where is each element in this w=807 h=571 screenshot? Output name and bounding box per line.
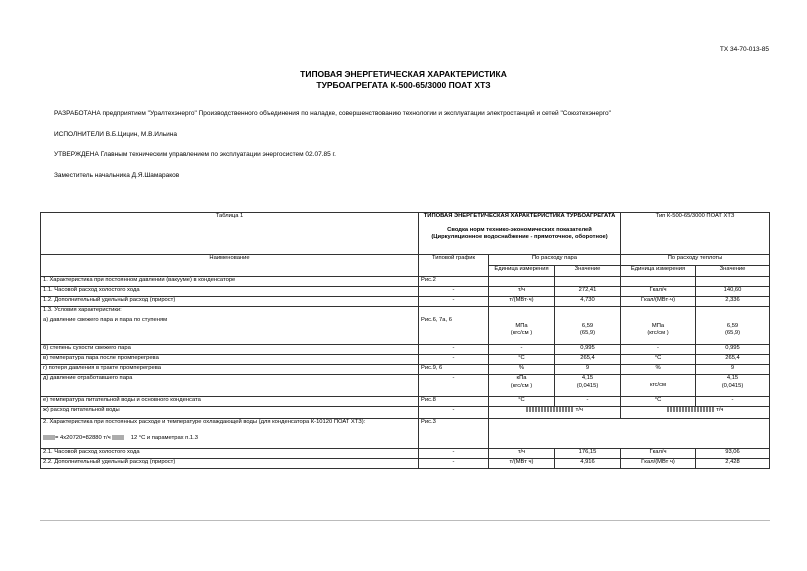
table-row: 2. Характеристика при постоянных расходе и температуре охлаждающей воды (для конденсатора К-10120 ПОАТ ХТЗ): = 4х20720=82880 т/ч 12 °С и параметрах п.1.3 Рис.3: [41, 419, 770, 449]
steam-unit-header: Единица измерения: [489, 266, 555, 277]
col-name-header: Наименование: [41, 255, 419, 277]
col-graph-header: Типовой график: [419, 255, 489, 277]
divider: [40, 520, 770, 521]
table-row: ж) расход питательной воды - т/ч т/ч: [41, 407, 770, 419]
table-row: 1. Характеристика при постоянном давлении (вакууме) в конденсаторе Рис.2: [41, 277, 770, 287]
table-row: 1.1. Часовой расход холостого хода - т/ч 272,41 Гкал/ч 140,60: [41, 287, 770, 297]
table-row: 1.3. Условия характеристики:: [41, 307, 770, 317]
developed-by: РАЗРАБОТАНА предприятием "Уралтехэнерго" Производственного объединения по наладке, совершенствованию технологии и эксплуатации электростанций и сетей "Союзтехэнерго": [54, 110, 611, 117]
performers: ИСПОЛНИТЕЛИ В.Б.Цицин, М.В.Ильина: [54, 131, 177, 138]
table-row: д) давление отработавшего пара - кПа (кгс/см ) 4,15 (0,0415) кгс/см 4,15 (0,0415): [41, 375, 770, 397]
table-label: Таблица 1: [41, 213, 419, 255]
title-line-1: ТИПОВАЯ ЭНЕРГЕТИЧЕСКАЯ ХАРАКТЕРИСТИКА: [300, 69, 507, 79]
table-heading: ТИПОВАЯ ЭНЕРГЕТИЧЕСКАЯ ХАРАКТЕРИСТИКА ТУРБОАГРЕГАТА Сводка норм технико-экономических показателей (Циркуляционное водоснабжение - прямоточное, оборотное): [419, 213, 621, 255]
col-heat-header: По расходу теплоты: [621, 255, 770, 266]
approved: УТВЕРЖДЕНА Главным техническим управлением по эксплуатации энергосистем 02.07.85 г.: [54, 151, 336, 158]
table-row: 1.2. Дополнительный удельный расход (прирост) - т/(МВт·ч) 4,730 Гкал/(МВт·ч) 2,336: [41, 297, 770, 307]
table-header-row: [41, 213, 770, 255]
table-row: 2.1. Часовой расход холостого хода - т/ч 176,15 Гкал/ч 93,06: [41, 449, 770, 459]
formula-image: [112, 435, 124, 440]
steam-value-header: Значение: [555, 266, 621, 277]
table-row: а) давление свежего пара и пара по ступеням Рис.6, 7а, 6 МПа (кгс/см ) 6,59 (65,9) МПа (кгс/см ) 6,59 (65,9): [41, 317, 770, 345]
table-row: в) температура пара после промперегрева - °С 265,4 °С 265,4: [41, 355, 770, 365]
table-row: е) температура питательной воды и основного конденсата Рис.8 °С - °С -: [41, 397, 770, 407]
table-row: 2.2. Дополнительный удельный расход (прирост) - т/(МВт ч) 4,916 Гкал/(МВт ч) 2,428: [41, 459, 770, 469]
turbine-type: Тип К-500-65/3000 ПОАТ ХТЗ: [621, 213, 770, 255]
document-code: ТХ 34-70-013-85: [719, 46, 769, 53]
formula-image: [667, 407, 715, 412]
title-line-2: ТУРБОАГРЕГАТА К-500-65/3000 ПОАТ ХТЗ: [316, 80, 491, 90]
deputy: Заместитель начальника Д.Я.Шамараков: [54, 172, 180, 179]
heat-unit-header: Единица измерения: [621, 266, 696, 277]
table-row: б) степень сухости свежего пара - - 0,995 - 0,995: [41, 345, 770, 355]
formula-image: [526, 407, 574, 412]
formula-image: [43, 435, 55, 440]
heat-value-header: Значение: [696, 266, 770, 277]
table-row: г) потеря давления в тракте промперегрева Рис.9, 6 % 9 % 9: [41, 365, 770, 375]
characteristics-table: [40, 212, 770, 469]
col-steam-header: По расходу пара: [489, 255, 621, 266]
page-title: [0, 69, 807, 91]
